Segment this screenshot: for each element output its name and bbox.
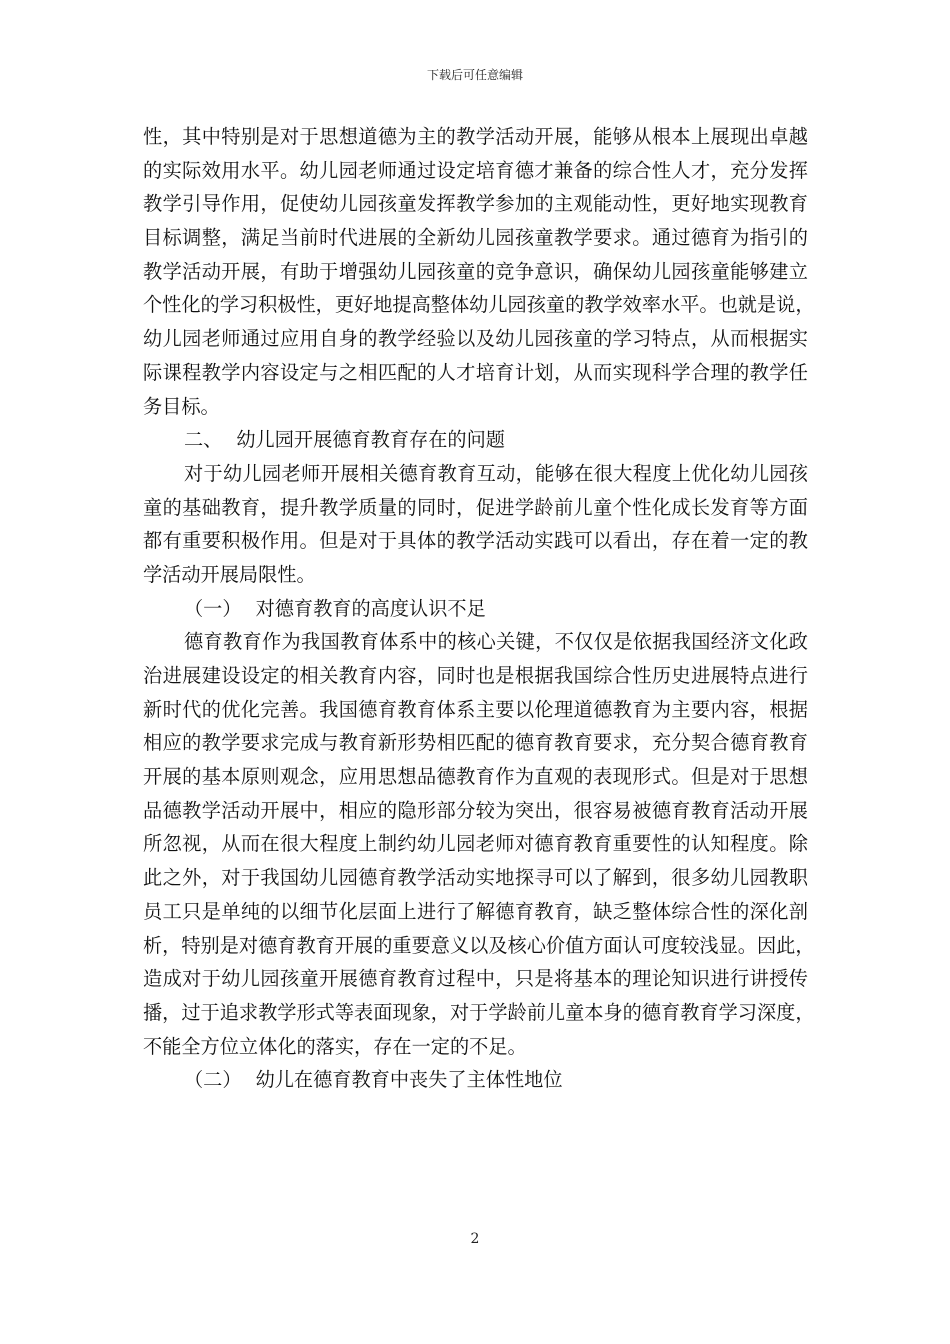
text-line: 治进展建设设定的相关教育内容，同时也是根据我国综合性历史进展特点进行 [143,664,808,687]
text-line: 相应的教学要求完成与教育新形势相匹配的德育教育要求，充分契合德育教育 [143,731,808,755]
page-number: 2 [470,1231,480,1247]
text-line: 幼儿园老师通过应用自身的教学经验以及幼儿园孩童的学习特点，从而根据实 [143,327,808,351]
text-line: 所忽视，从而在很大程度上制约幼儿园老师对德育教育重要性的认知程度。除 [143,832,808,856]
heading-text: 对德育教育的高度认识不足 [255,596,486,620]
text-line: 个性化的学习积极性，更好地提高整体幼儿园孩童的教学效率水平。也就是说， [143,293,815,317]
text-line: 开展的基本原则观念，应用思想品德教育作为直观的表现形式。但是对于思想 [143,765,808,789]
paragraph-3 [143,625,815,1063]
text-line: 际课程教学内容设定与之相匹配的人才培育计划，从而实现科学合理的教学任 [143,360,808,384]
text-line: 的实际效用水平。幼儿园老师通过设定培育德才兼备的综合性人才，充分发挥 [143,158,808,182]
text-line: 学活动开展局限性。 [143,562,316,586]
paragraph-1 [143,120,815,423]
text-line: 都有重要积极作用。但是对于具体的教学活动实践可以看出，存在着一定的教 [143,529,808,553]
heading-text: 幼儿园开展德育教育存在的问题 [236,428,505,452]
section-heading-2 [143,423,808,457]
text-line: 新时代的优化完善。我国德育教育体系主要以伦理道德教育为主要内容，根据 [143,697,808,721]
heading-text: 幼儿在德育教育中丧失了主体性地位 [255,1068,563,1092]
text-line: 造成对于幼儿园孩童开展德育教育过程中，只是将基本的理论知识进行讲授传 [143,967,808,991]
text-line: 不能全方位立体化的落实，存在一定的不足。 [143,1034,527,1058]
text-line: 目标调整，满足当前时代进展的全新幼儿园孩童教学要求。通过德育为指引的 [143,226,808,250]
text-line: 员工只是单纯的以细节化层面上进行了解德育教育，缺乏整体综合性的深化剖 [143,899,808,923]
text-line: 童的基础教育，提升教学质量的同时，促进学龄前儿童个性化成长发育等方面 [143,495,808,519]
subsection-heading-2 [143,1063,808,1097]
text-line: 德育教育作为我国教育体系中的核心关键，不仅仅是依据我国经济文化政 [184,630,808,654]
text-line: 品德教学活动开展中，相应的隐形部分较为突出，很容易被德育教育活动开展 [143,798,808,822]
paragraph-2 [143,457,808,592]
text-line: 播，过于追求教学形式等表面现象，对于学龄前儿童本身的德育教育学习深度， [143,1000,815,1024]
text-line: 性，其中特别是对于思想道德为主的教学活动开展，能够从根本上展现出卓越 [143,125,808,148]
heading-number: （一） [184,596,242,620]
text-line: 析，特别是对德育教育开展的重要意义以及核心价值方面认可度较浅显。因此， [143,933,815,957]
text-line: 教学活动开展，有助于增强幼儿园孩童的竞争意识，确保幼儿园孩童能够建立 [143,259,808,283]
text-line: 教学引导作用，促使幼儿园孩童发挥教学参加的主观能动性，更好地实现教育 [143,192,808,216]
page-header: 下载后可任意编辑 [426,68,523,82]
heading-number: 二、 [184,428,223,452]
subsection-heading-1 [143,592,808,626]
text-line: 对于幼儿园老师开展相关德育教育互动，能够在很大程度上优化幼儿园孩 [184,461,808,485]
document-body [143,120,815,1097]
text-line: 务目标。 [143,394,220,418]
heading-number: （二） [184,1068,242,1092]
text-line: 此之外，对于我国幼儿园德育教学活动实地探寻可以了解到，很多幼儿园教职 [143,866,808,890]
